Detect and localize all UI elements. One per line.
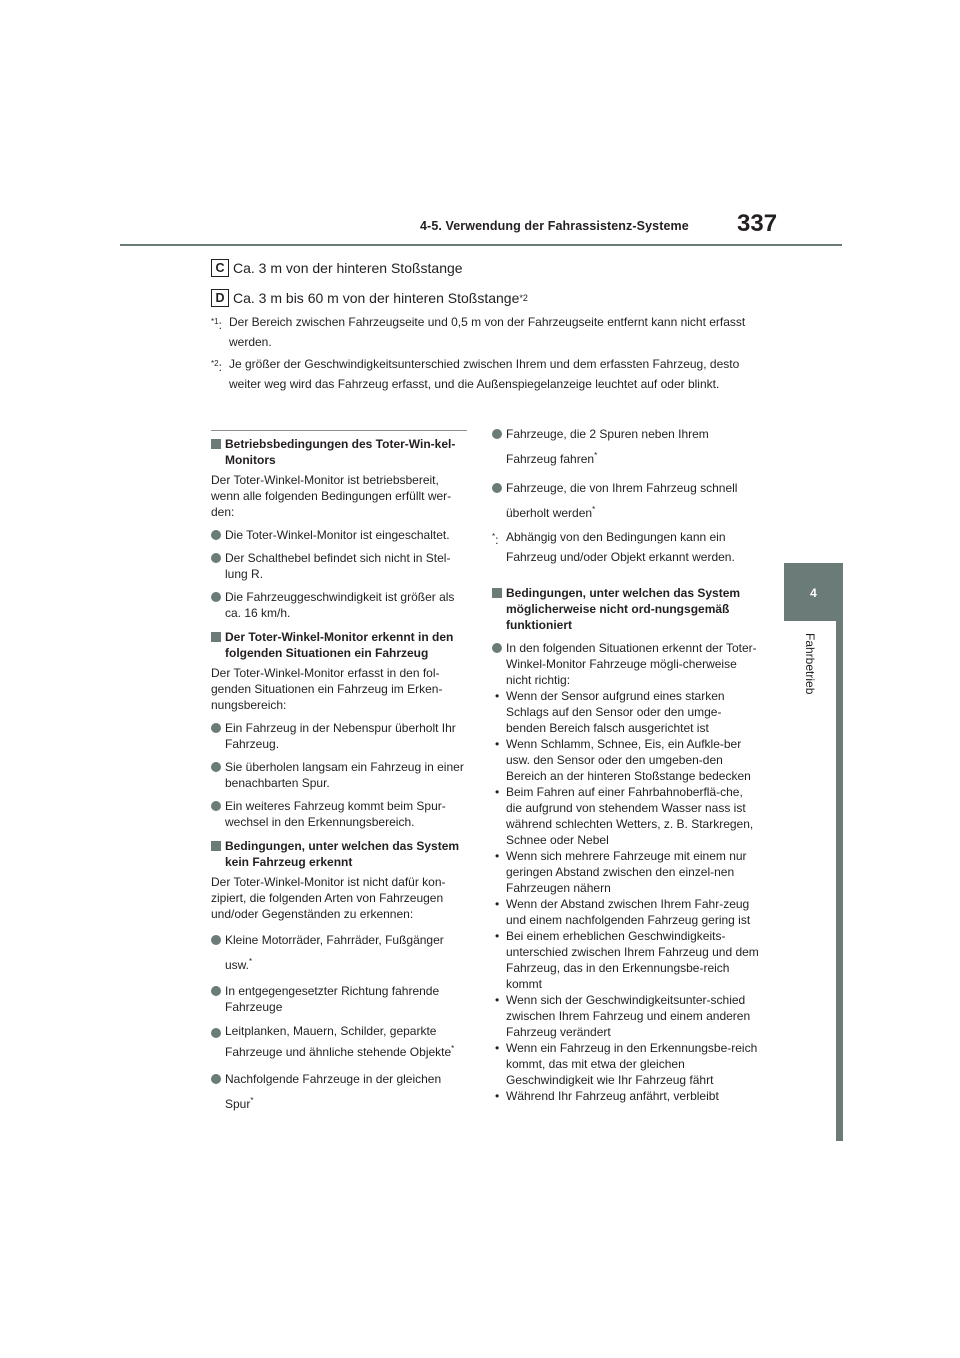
square-bullet-icon — [211, 439, 221, 449]
sub-list-item: • Wenn Schlamm, Schnee, Eis, ein Aufkle-ber usw. den Sensor oder den umgeben-den Bereich an der hinteren Stoßstange bedecken — [495, 737, 751, 783]
sub-list-item: • Wenn der Abstand zwischen Ihrem Fahr-zeug und einem nachfolgenden Fahrzeug gering ist — [495, 897, 751, 927]
square-bullet-icon — [211, 841, 221, 851]
list-item: Fahrzeuge, die 2 Spuren neben Ihrem Fahrzeug fahren* — [492, 423, 760, 470]
section-heading: Der Toter-Winkel-Monitor erkennt in den folgenden Situationen ein Fahrzeug — [211, 629, 469, 661]
circle-bullet-icon — [211, 986, 221, 996]
paragraph: Der Toter-Winkel-Monitor erfasst in den fol-genden Situationen ein Fahrzeug im Erken-nungsbereich: — [211, 666, 443, 712]
legend-letter-box: C — [211, 259, 229, 277]
section-heading: Bedingungen, unter welchen das System möglicherweise nicht ord-nungsgemäß funktioniert — [492, 585, 760, 633]
chapter-bar — [836, 621, 843, 1141]
column-rule — [211, 430, 467, 431]
list-item: Ein weiteres Fahrzeug kommt beim Spur-wechsel in den Erkennungsbereich. — [211, 798, 469, 830]
list-item: Die Fahrzeuggeschwindigkeit ist größer als ca. 16 km/h. — [211, 589, 469, 621]
legend-letter-box: D — [211, 289, 229, 307]
paragraph: Der Toter-Winkel-Monitor ist nicht dafür kon-zipiert, die folgenden Arten von Fahrzeugen und/oder Gegenständen zu erkennen: — [211, 875, 446, 921]
chapter-label: Fahrbetrieb — [803, 633, 817, 695]
footnote-text: Der Bereich zwischen Fahrzeugseite und 0,5 m von der Fahrzeugseite entfernt kann nicht erfasst werden. — [229, 315, 746, 349]
footnote-2: $^{*2}$: Je größer der Geschwindigkeitsunterschied zwischen Ihrem und dem erfassten Fahrzeug, desto weiter weg wird das Fahrzeug erfasst, und die Außenspiegelanzeige leuchtet auf oder blinkt. — [211, 354, 771, 394]
list-item: Die Toter-Winkel-Monitor ist eingeschaltet. — [211, 527, 469, 543]
list-item: Der Schalthebel befindet sich nicht in Stel-lung R. — [211, 550, 469, 582]
footnote-1: $^{*1}$: Der Bereich zwischen Fahrzeugseite und 0,5 m von der Fahrzeugseite entfernt kann nicht erfasst werden. — [211, 312, 771, 352]
footnote-star: * — [249, 957, 253, 966]
list-item: Sie überholen langsam ein Fahrzeug in einer benachbarten Spur. — [211, 759, 469, 791]
circle-bullet-icon — [211, 935, 221, 945]
circle-bullet-icon — [211, 762, 221, 772]
circle-bullet-icon — [211, 530, 221, 540]
circle-bullet-icon — [211, 1028, 221, 1038]
section-heading: Bedingungen, unter welchen das System kein Fahrzeug erkennt — [211, 838, 469, 870]
circle-bullet-icon — [211, 723, 221, 733]
legend-text: Ca. 3 m von der hinteren Stoßstange — [233, 260, 463, 276]
square-bullet-icon — [492, 588, 502, 598]
sub-list-item: • Bei einem erheblichen Geschwindigkeits-unterschied zwischen Ihrem Fahrzeug und dem Fahrzeug, das in den Erkennungsbe-reich kommt — [495, 929, 759, 991]
sub-list-item: • Beim Fahren auf einer Fahrbahnoberflä-che, die aufgrund von stehendem Wasser nass ist während schlechten Wetters, z. B. Starkregen, Schnee oder Nebel — [495, 785, 754, 847]
list-item: In entgegengesetzter Richtung fahrende Fahrzeuge — [211, 983, 469, 1015]
section-title: 4-5. Verwendung der Fahrassistenz-Systeme — [420, 219, 689, 233]
sub-list-item: • Wenn sich der Geschwindigkeitsunter-schied zwischen Ihrem Fahrzeug und einem anderen Fahrzeug verändert — [495, 993, 751, 1039]
list-item: Fahrzeuge, die von Ihrem Fahrzeug schnell überholt werden* — [492, 477, 760, 524]
list-item: Leitplanken, Mauern, Schilder, geparkte Fahrzeuge und ähnliche stehende Objekte* — [211, 1022, 469, 1061]
square-bullet-icon — [211, 632, 221, 642]
sub-list-item: • Während Ihr Fahrzeug anfährt, verbleibt — [495, 1089, 719, 1103]
list-item: Ein Fahrzeug in der Nebenspur überholt Ihr Fahrzeug. — [211, 720, 469, 752]
legend-item-d — [211, 289, 528, 307]
legend-text: Ca. 3 m bis 60 m von der hinteren Stoßstange — [233, 290, 520, 306]
legend-item-c — [211, 259, 463, 277]
sub-list-item: • Wenn der Sensor aufgrund eines starken Schlags auf den Sensor oder den umge-benden Bereich falsch ausgerichtet ist — [495, 689, 725, 735]
circle-bullet-icon — [211, 592, 221, 602]
sub-list-item: • Wenn ein Fahrzeug in den Erkennungsbe-reich kommt, das mit etwa der gleichen Geschwindigkeit wie Ihr Fahrzeug fährt — [495, 1041, 758, 1087]
circle-bullet-icon — [492, 429, 502, 439]
left-column — [211, 436, 469, 1115]
footnote-text: Je größer der Geschwindigkeitsunterschied zwischen Ihrem und dem erfassten Fahrzeug, desto weiter weg wird das Fahrzeug erfasst, und die Außenspiegelanzeige leuchtet auf oder blinkt. — [229, 357, 740, 391]
circle-bullet-icon — [492, 483, 502, 493]
chapter-number: 4 — [810, 586, 817, 600]
circle-bullet-icon — [492, 643, 502, 653]
page-number: 337 — [737, 210, 778, 237]
circle-bullet-icon — [211, 801, 221, 811]
list-item: In den folgenden Situationen erkennt der Toter-Winkel-Monitor Fahrzeuge mögli-cherweise nicht richtig: — [492, 640, 760, 688]
list-item: Nachfolgende Fahrzeuge in der gleichen Spur* — [211, 1068, 469, 1115]
legend-footnote-mark: *2 — [519, 293, 528, 303]
footnote-mark: *1 — [211, 317, 219, 326]
sub-list-item: • Wenn sich mehrere Fahrzeuge mit einem nur geringen Abstand zwischen den einzel-nen Fahrzeugen nähern — [495, 849, 747, 895]
footnote-star: * — [594, 451, 598, 460]
footnote-mark: *2 — [211, 359, 219, 368]
circle-bullet-icon — [211, 553, 221, 563]
footnote-star: * — [451, 1044, 455, 1053]
list-item: Kleine Motorräder, Fahrräder, Fußgänger usw.* — [211, 929, 469, 976]
paragraph: Der Toter-Winkel-Monitor ist betriebsbereit, wenn alle folgenden Bedingungen erfüllt wer-den: — [211, 473, 452, 519]
section-heading: Betriebsbedingungen des Toter-Win-kel-Monitors — [211, 436, 469, 468]
footnote-star: * — [250, 1096, 254, 1105]
footnote-star: * — [592, 505, 596, 514]
right-column — [492, 423, 760, 1104]
header-rule — [120, 244, 842, 246]
star-footnote: *: Abhängig von den Bedingungen kann ein Fahrzeug und/oder Objekt erkannt werden. — [492, 530, 735, 564]
circle-bullet-icon — [211, 1074, 221, 1084]
